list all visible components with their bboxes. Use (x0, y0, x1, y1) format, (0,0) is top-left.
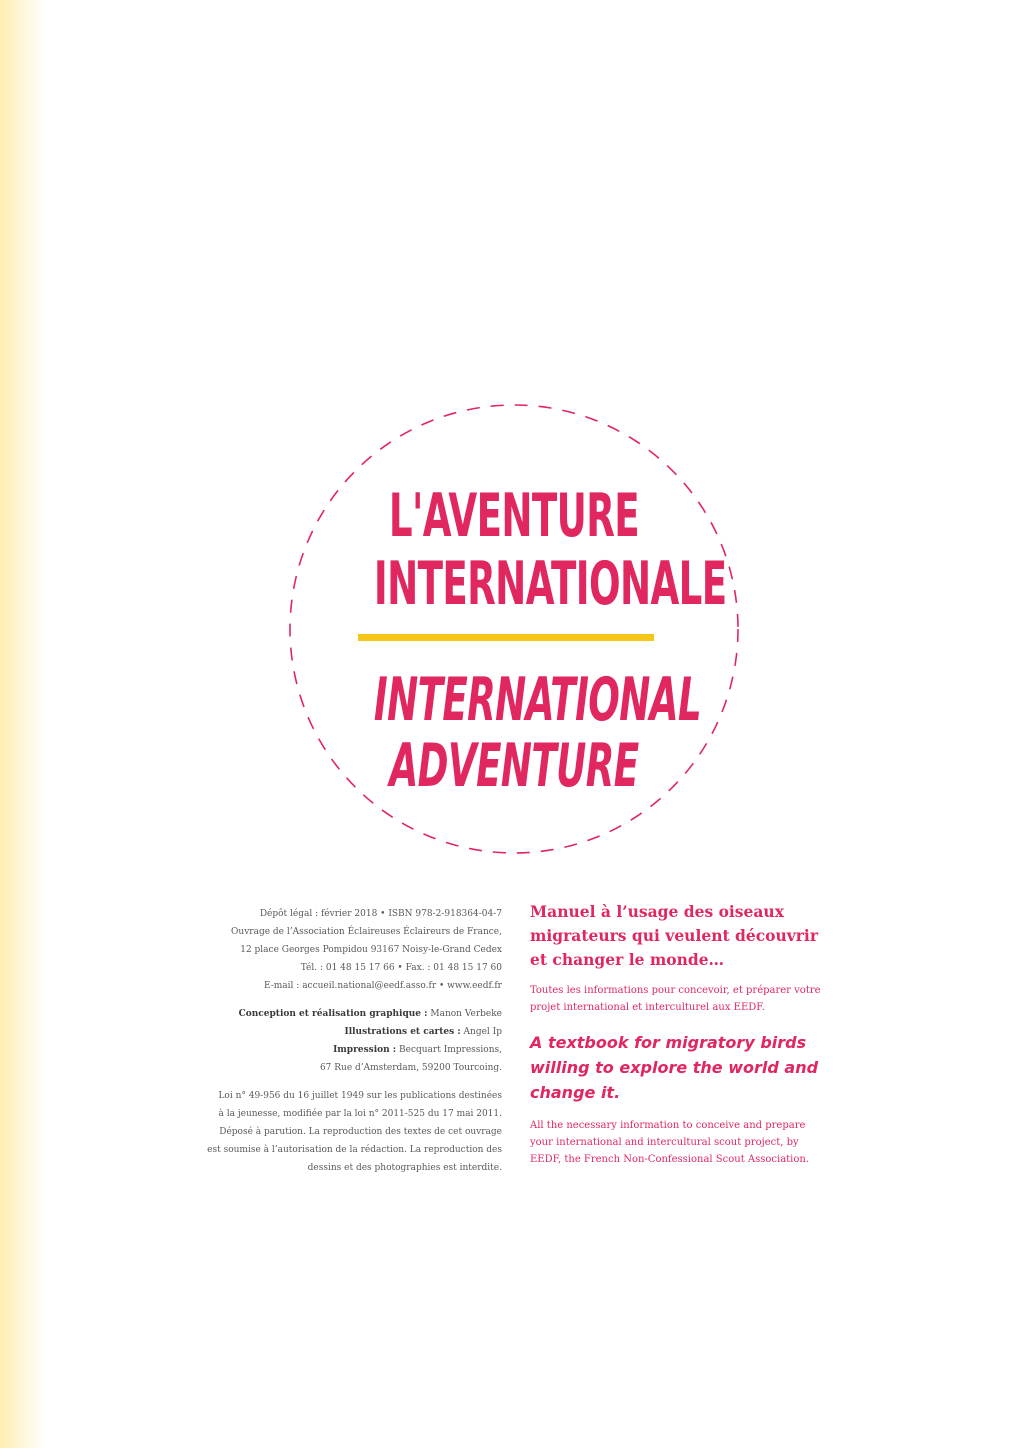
title-en-line-2: ADVENTURE (389, 731, 639, 801)
page-edge-gradient (0, 0, 46, 1448)
credit-label: Illustrations et cartes : (344, 1027, 461, 1037)
credit-label: Impression : (333, 1045, 397, 1055)
legal-line: Tél. : 01 48 15 17 66 • Fax. : 01 48 15 17 60 (300, 963, 502, 973)
body-en: All the necessary information to conceive and prepare your international and intercultural scout project, by EEDF, the French Non-Confessional Scout Association. (530, 1120, 810, 1165)
law-line: dessins et des photographies est interdite. (307, 1163, 502, 1173)
legal-line: 12 place Georges Pompidou 93167 Noisy-le-Grand Cedex (240, 945, 502, 955)
legal-line: Ouvrage de l’Association Éclaireuses Éclaireurs de France, (231, 927, 502, 937)
law-block (190, 1087, 502, 1177)
credit-illustrations (190, 1023, 502, 1041)
printer-address: 67 Rue d’Amsterdam, 59200 Tourcoing. (319, 1063, 502, 1073)
heading-en: A textbook for migratory birds willing to explore the world and change it. (530, 1033, 819, 1102)
legal-line: Dépôt légal : février 2018 • ISBN 978-2-918364-04-7 (259, 909, 502, 919)
credits-block (190, 1005, 502, 1077)
credit-value: Becquart Impressions, (399, 1045, 502, 1055)
body-fr: Toutes les informations pour concevoir, et préparer votre projet international et interculturel aux EEDF. (530, 985, 821, 1013)
colophon (190, 905, 502, 1187)
law-line: est soumise à l’autorisation de la rédaction. La reproduction des (207, 1145, 502, 1155)
credit-value: Angel Ip (463, 1027, 502, 1037)
credit-label: Conception et réalisation graphique : (238, 1009, 428, 1019)
law-line: à la jeunesse, modifiée par la loi n° 2011-525 du 17 mai 2011. (218, 1109, 502, 1119)
intro-text (530, 900, 830, 1182)
title-en-line-1: INTERNATIONAL (373, 665, 702, 735)
credit-value: Manon Verbeke (430, 1009, 502, 1019)
credit-printing (190, 1041, 502, 1059)
law-line: Déposé à parution. La reproduction des textes de cet ouvrage (219, 1127, 502, 1137)
heading-fr: Manuel à l’usage des oiseaux migrateurs qui veulent découvrir et changer le monde… (530, 902, 818, 969)
legal-line: E-mail : accueil.national@eedf.asso.fr • www.eedf.fr (264, 981, 502, 991)
law-line: Loi n° 49-956 du 16 juillet 1949 sur les publications destinées (218, 1091, 502, 1101)
title-emblem (288, 403, 740, 855)
title-fr-line-1: L'AVENTURE (388, 481, 640, 551)
title-fr-line-2: INTERNATIONALE (373, 549, 727, 619)
title-divider (358, 634, 654, 641)
legal-block (190, 905, 502, 995)
credit-design (190, 1005, 502, 1023)
